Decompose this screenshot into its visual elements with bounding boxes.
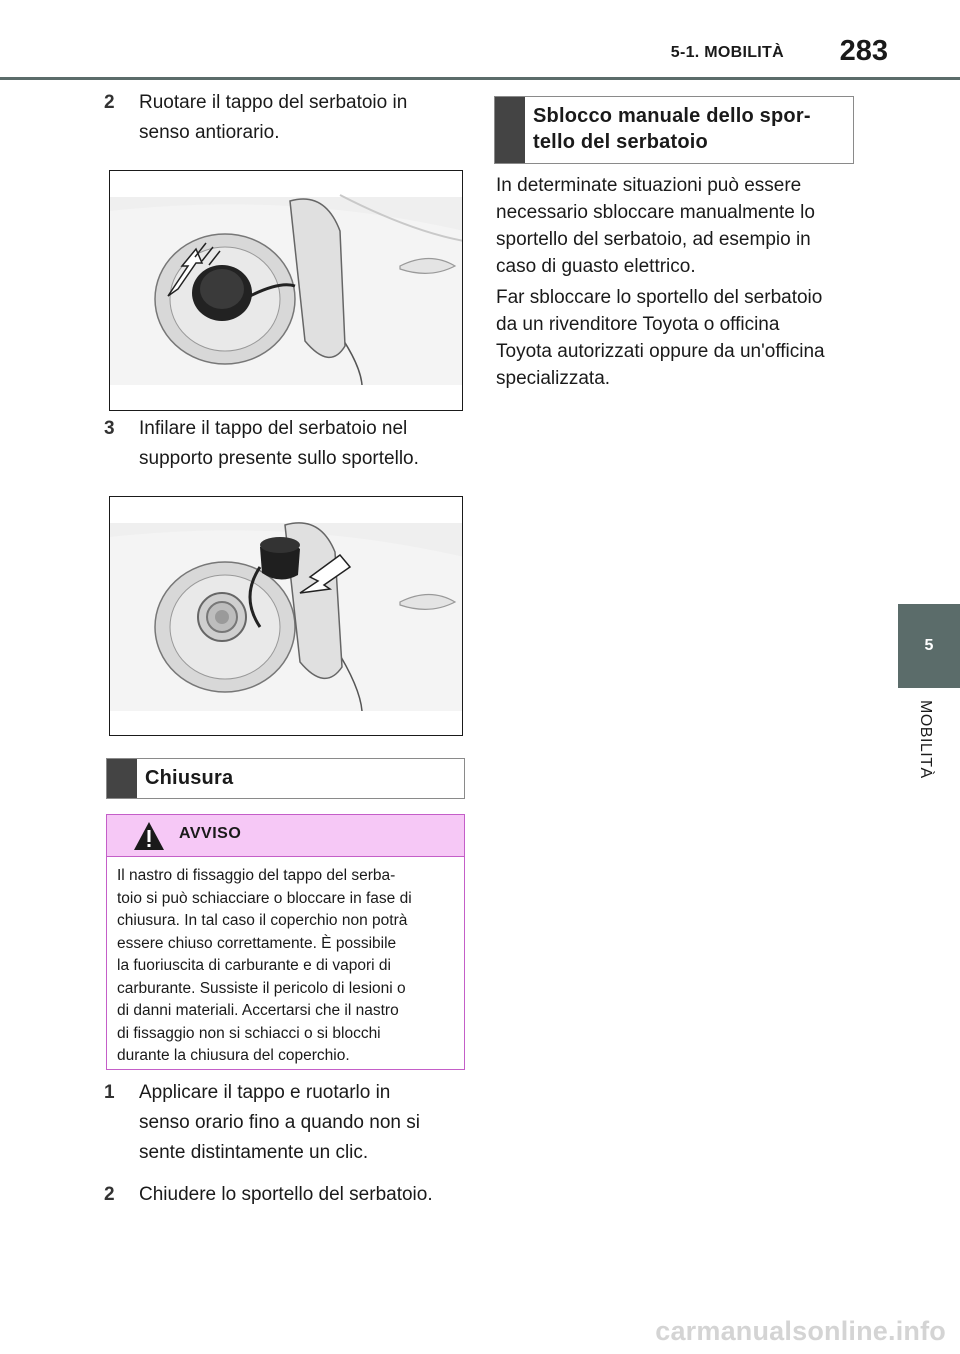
section-header-title-line: tello del serbatoio <box>533 131 708 153</box>
paragraph-line: necessario sbloccare manualmente lo <box>496 202 815 223</box>
step-number: 2 <box>104 92 115 113</box>
warning-triangle-icon <box>133 821 165 856</box>
warning-header <box>107 815 464 857</box>
step-insert-cap <box>104 414 474 474</box>
warning-line: Il nastro di fissaggio del tappo del serba- <box>117 867 396 884</box>
warning-label: AVVISO <box>179 825 242 842</box>
warning-text <box>107 857 464 1068</box>
paragraph-line: sportello del serbatoio, ad esempio in <box>496 229 811 250</box>
step-close-flap <box>104 1180 474 1210</box>
warning-box <box>106 814 465 1070</box>
warning-line: toio si può schiacciare o bloccare in fase di <box>117 889 412 907</box>
step-text-line: Ruotare il tappo del serbatoio in <box>139 92 408 113</box>
step-text-line: supporto presente sullo sportello. <box>139 448 419 469</box>
step-text-line: sente distintamente un clic. <box>139 1142 369 1163</box>
warning-line: la fuoriuscita di carburante e di vapori di <box>117 957 391 974</box>
step-number: 3 <box>104 418 115 439</box>
step-number: 1 <box>104 1082 115 1103</box>
watermark: carmanualsonline.info <box>655 1316 946 1346</box>
paragraph-line: Toyota autorizzati oppure da un'officina <box>496 341 825 362</box>
page-number: 283 <box>839 35 888 67</box>
paragraph-manual-release <box>496 172 856 280</box>
paragraph-line: caso di guasto elettrico. <box>496 256 696 277</box>
section-header-manual-release <box>494 96 854 164</box>
step-text-line: senso antiorario. <box>139 122 280 143</box>
header-rule <box>0 77 960 80</box>
chapter-tab-label: MOBILITÀ <box>917 700 934 779</box>
step-text-line: Infilare il tappo del serbatoio nel <box>139 418 408 439</box>
step-text-line: senso orario fino a quando non si <box>139 1112 420 1133</box>
figure-insert-cap <box>109 496 463 736</box>
section-header-title-line: Sblocco manuale dello spor- <box>533 105 811 127</box>
section-header-closing <box>106 758 465 799</box>
step-number: 2 <box>104 1184 115 1205</box>
warning-line: di danni materiali. Accertarsi che il nastro <box>117 1002 399 1019</box>
paragraph-line: da un rivenditore Toyota o officina <box>496 314 780 335</box>
step-apply-cap <box>104 1078 474 1168</box>
step-rotate-cap <box>104 88 474 148</box>
paragraph-line: Far sbloccare lo sportello del serbatoio <box>496 287 823 308</box>
step-text-line: Chiudere lo sportello del serbatoio. <box>139 1184 433 1205</box>
section-header-title: Chiusura <box>145 767 234 789</box>
figure-rotate-cap <box>109 170 463 411</box>
section-title: 5-1. MOBILITÀ <box>670 44 784 61</box>
warning-line: durante la chiusura del coperchio. <box>117 1047 350 1064</box>
warning-line: essere chiuso correttamente. È possibile <box>117 934 397 952</box>
section-header-bar <box>495 97 525 163</box>
paragraph-dealer <box>496 284 856 392</box>
chapter-tab-number: 5 <box>898 604 960 688</box>
paragraph-line: specializzata. <box>496 368 611 389</box>
warning-line: carburante. Sussiste il pericolo di lesioni o <box>117 979 406 997</box>
warning-line: di fissaggio non si schiacci o si blocchi <box>117 1024 381 1042</box>
warning-line: chiusura. In tal caso il coperchio non potrà <box>117 912 408 929</box>
paragraph-line: In determinate situazioni può essere <box>496 175 802 196</box>
step-text-line: Applicare il tappo e ruotarlo in <box>139 1082 391 1103</box>
section-header-bar <box>107 759 137 798</box>
